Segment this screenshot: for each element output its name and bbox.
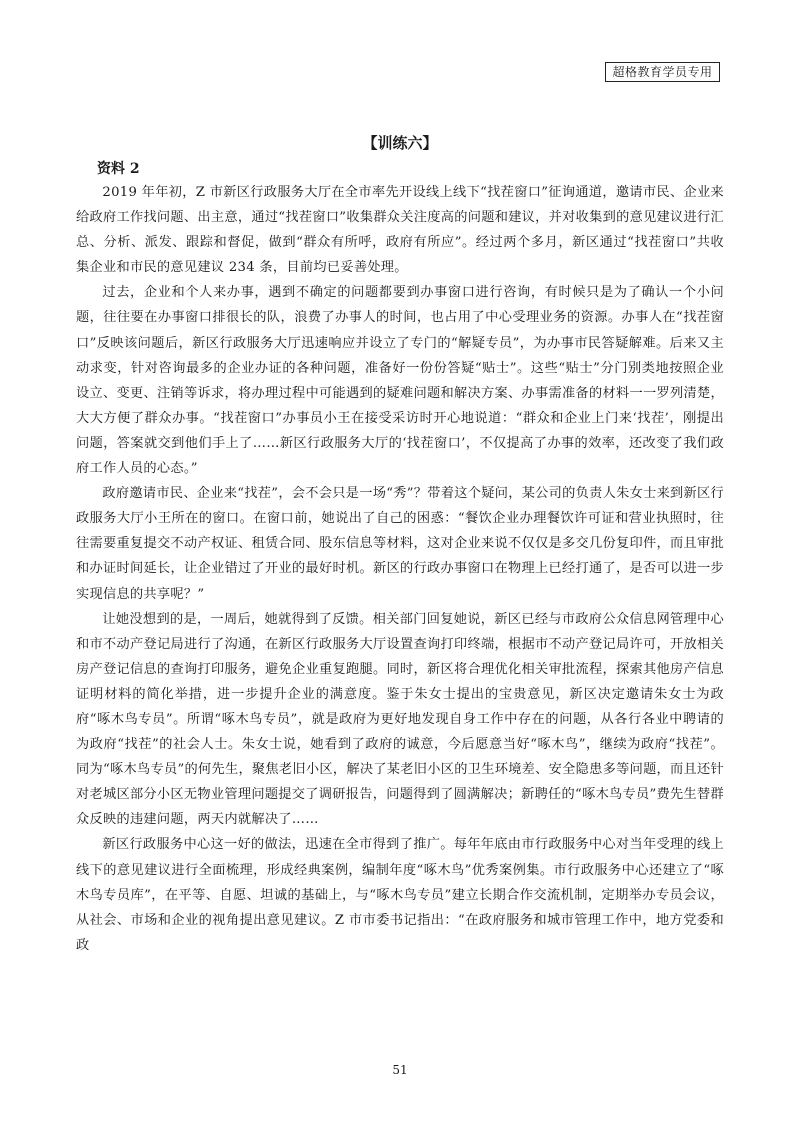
paragraph: 新区行政服务中心这一好的做法，迅速在全市得到了推广。每年年底由市行政服务中心对当年受理的线上线下的意见建议进行全面梳理，形成经典案例，编制年度“啄木鸟”优秀案例集。市行政服务中心还建立了“啄木鸟专员库”，在平等、自愿、坦诚的基础上，与“啄木鸟专员”建立长期合作交流机制，定期举办专员会议，从社会、市场和企业的视角提出意见建议。Z 市市委书记指出：“在政府服务和城市管理工作中，地方党委和政 [76,837,724,953]
paragraph: 过去，企业和个人来办事，遇到不确定的问题都要到办事窗口进行咨询，有时候只是为了确认一个小问题，往往要在办事窗口排很长的队，浪费了办事人的时间，也占用了中心受理业务的资源。办事人在“找茬窗口”反映该问题后，新区行政服务大厅迅速响应并设立了专门的“解疑专员”，为办事市民答疑解难。后来又主动求变，针对咨询最多的企业办证的各种问题，准备好一份份答疑“贴士”。这些“贴士”分门别类地按照企业设立、变更、注销等诉求，将办理过程中可能遇到的疑难问题和解决方案、办事需准备的材料一一罗列清楚，大大方便了群众办事。“找茬窗口”办事员小王在接受采访时开心地说道：“群众和企业上门来‘找茬’，刚提出问题，答案就交到他们手上了……新区行政服务大厅的‘找茬窗口’，不仅提高了办事的效率，还改变了我们政府工作人员的心态。” [76,285,724,477]
paragraph: 让她没想到的是，一周后，她就得到了反馈。相关部门回复她说，新区已经与市政府公众信息网管理中心和市不动产登记局进行了沟通，在新区行政服务大厅设置查询打印终端，根据市不动产登记局许可，开放相关房产登记信息的查询打印服务，避免企业重复跑腿。同时，新区将合理优化相关审批流程，探索其他房产信息证明材料的简化举措，进一步提升企业的满意度。鉴于朱女士提出的宝贵意见，新区决定邀请朱女士为政府“啄木鸟专员”。所谓“啄木鸟专员”，就是政府为更好地发现自身工作中存在的问题，从各行各业中聘请的为政府“找茬”的社会人士。朱女士说，她看到了政府的诚意，今后愿意当好“啄木鸟”，继续为政府“找茬”。同为“啄木鸟专员”的何先生，聚焦老旧小区，解决了某老旧小区的卫生环境差、安全隐患多等问题，而且还针对老城区部分小区无物业管理问题提交了调研报告，问题得到了圆满解决；新聘任的“啄木鸟专员”费先生替群众反映的违建问题，两天内就解决了…… [76,611,724,828]
paragraph: 政府邀请市民、企业来“找茬”，会不会只是一场“秀”？带着这个疑问，某公司的负责人朱女士来到新区行政服务大厅小王所在的窗口。在窗口前，她说出了自己的困惑：“餐饮企业办理餐饮许可证和营业执照时，往往需要重复提交不动产权证、租赁合同、股东信息等材料，这对企业来说不仅仅是多交几份复印件，而且审批和办证时间延长，让企业错过了开业的最好时机。新区的行政办事窗口在物理上已经打通了，是否可以进一步实现信息的共享呢？” [76,486,725,602]
section-title: 【训练六】 [362,134,438,152]
source-label: 资料 2 [97,161,140,177]
paragraph: 2019 年年初，Z 市新区行政服务大厅在全市率先开设线上线下“找茬窗口”征询通道，邀请市民、企业来给政府工作找问题、出主意，通过“找茬窗口”收集群众关注度高的问题和建议，并对收集到的意见建议进行汇总、分析、派发、跟踪和督促，做到“群众有所呼，政府有所应”。经过两个多月，新区通过“找茬窗口”共收集企业和市民的意见建议 234 条，目前均已妥善处理。 [76,185,724,276]
body-text [76,180,724,958]
header-badge: 超格教育学员专用 [605,62,720,82]
page-number: 51 [392,1063,408,1077]
